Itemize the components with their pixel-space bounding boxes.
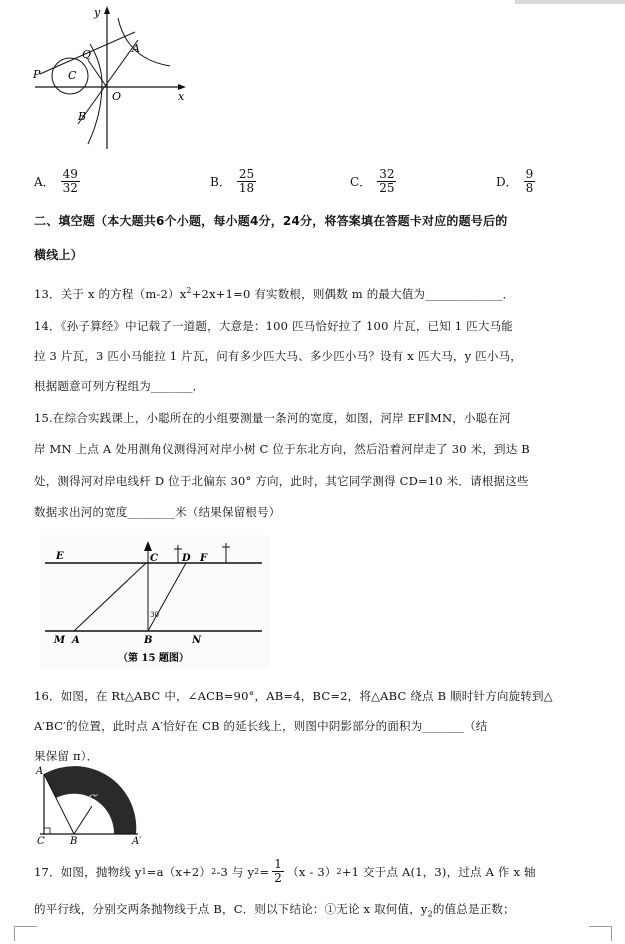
q17-text-c: -3 与 y [216,864,255,879]
corner-mark-right [589,926,612,941]
label-a: A [72,635,80,646]
label-p: P [33,68,41,81]
label-y: y [94,6,101,19]
option-a [34,168,80,195]
label-b: B [78,110,87,123]
q13-sup: 2 [186,286,192,296]
label-c: C [37,836,45,846]
question-13 [34,286,514,302]
q17-fraction-num: 1 [274,857,283,871]
option-c-letter: C． [350,175,372,189]
option-d-fraction [524,168,536,195]
top-scroll-indicator [515,0,625,4]
option-b-letter: B． [210,175,231,189]
q13-text-b: +2x+1=0 有实数根，则偶数 m 的最大值为________ [191,287,473,301]
label-a2: A′ [132,836,142,846]
option-a-letter: A． [34,175,55,189]
label-c2: C′ [88,794,98,805]
option-d [496,168,535,195]
question-16-line1: 16．如图，在 Rt△ABC 中，∠ACB=90°，AB=4，BC=2，将△ABC 绕点 B 顺时针方向旋转到△ [34,689,553,703]
figure-15-caption: （第 15 题图） [118,653,189,664]
question-17-line1 [34,858,536,885]
q17-sub3: 2 [427,909,433,919]
option-c-fraction [377,168,396,195]
q17-sub1: 1 [141,867,147,876]
option-b [210,168,256,195]
q17-line2-b: 的值总是正数； [432,902,515,916]
q17-fraction-den: 2 [274,871,283,885]
label-b: B [70,836,78,846]
q17-text-b: =a（x+2） [146,864,212,879]
option-d-den: 8 [525,181,534,195]
corner-mark-left [14,926,37,941]
question-15-line1: 15.在综合实践课上，小聪所在的小组要测量一条河的宽度，如图，河岸 EF∥MN，小聪在河 [34,411,511,425]
label-f: F [200,553,208,564]
label-a: A [132,42,140,55]
question-15-line4: 数据求出河的宽度________米（结果保留根号） [34,505,281,519]
section2-heading: 二、填空题（本大题共6个小题，每小题4分，24分，将答案填在答题卡对应的题号后的 [34,214,508,228]
question-14-line3: 根据题意可列方程组为_______． [34,379,205,393]
figure-coordinate-circle [30,4,200,154]
q17-fraction [272,858,284,885]
segment-bc2 [74,806,92,834]
q17-text-d: = [259,864,270,879]
label-o: O [112,90,122,103]
figure-15-river [40,535,270,670]
label-e: E [56,551,64,562]
label-a: A [36,766,44,777]
q17-sub2: 2 [254,867,260,876]
option-c-num: 32 [379,167,395,181]
option-b-den: 18 [238,181,255,195]
label-c: C [150,553,158,564]
right-angle-c [44,828,50,834]
label-n: N [192,635,202,646]
figure-16-rotation [34,764,154,846]
label-q: Q [82,48,92,61]
q17-text-f: +1 交于点 A(1，3)，过点 A 作 x 轴 [341,864,536,879]
option-d-letter: D． [496,175,518,189]
label-b: B [144,635,153,646]
q13-text-a: 13．关于 x 的方程（m-2）x [34,287,187,301]
q17-sup2: 2 [336,867,342,876]
curve-upper [118,18,170,66]
question-16-line3: 果保留 π）． [34,749,99,763]
label-x: x [178,90,185,103]
q17-line2-a: 的平行线，分别交两条抛物线于点 B，C．则以下结论：①无论 x 取何值，y [34,902,428,916]
q13-text-d: ． [502,287,515,301]
question-15-line2: 岸 MN 上点 A 处用测角仪测得河对岸小树 C 位于东北方向，然后沿着河岸走了 30 米，到达 B [34,442,530,456]
question-17-line2 [34,901,515,918]
option-c [350,168,396,195]
question-15-line3: 处，测得河对岸电线杆 D 位于北偏东 30° 方向，此时，其它同学测得 CD=10 米．请根据这些 [34,474,529,488]
label-m: M [54,635,66,646]
line-qo [88,60,106,86]
label-c: C [68,69,77,82]
section2-heading-cont: 横线上） [34,248,83,262]
option-a-num: 49 [62,167,78,181]
option-b-fraction [237,168,256,195]
q17-sup1: 2 [211,867,217,876]
option-a-fraction [61,168,80,195]
label-angle: 30 [150,611,159,619]
option-b-num: 25 [238,167,255,181]
q13-text-c: _____ [472,287,503,301]
question-14-line1: 14．《孙子算经》中记载了一道题，大意是：100 匹马恰好拉了 100 片瓦，已知 1 匹大马能 [34,319,513,333]
question-16-line2: A′BC′的位置，此时点 A′恰好在 CB 的延长线上，则图中阴影部分的面积为_______（结 [34,719,488,733]
label-d: D [182,553,191,564]
y-axis-arrow [104,6,110,14]
option-c-den: 25 [379,181,395,195]
q17-text-a: 17．如图，抛物线 y [34,864,142,879]
option-d-num: 9 [525,167,534,181]
option-a-den: 32 [62,181,78,195]
q17-text-e: （x - 3） [287,864,337,879]
question-14-line2: 拉 3 片瓦，3 匹小马能拉 1 片瓦，问有多少匹大马、多少匹小马？设有 x 匹大马，y 匹小马， [34,349,522,363]
